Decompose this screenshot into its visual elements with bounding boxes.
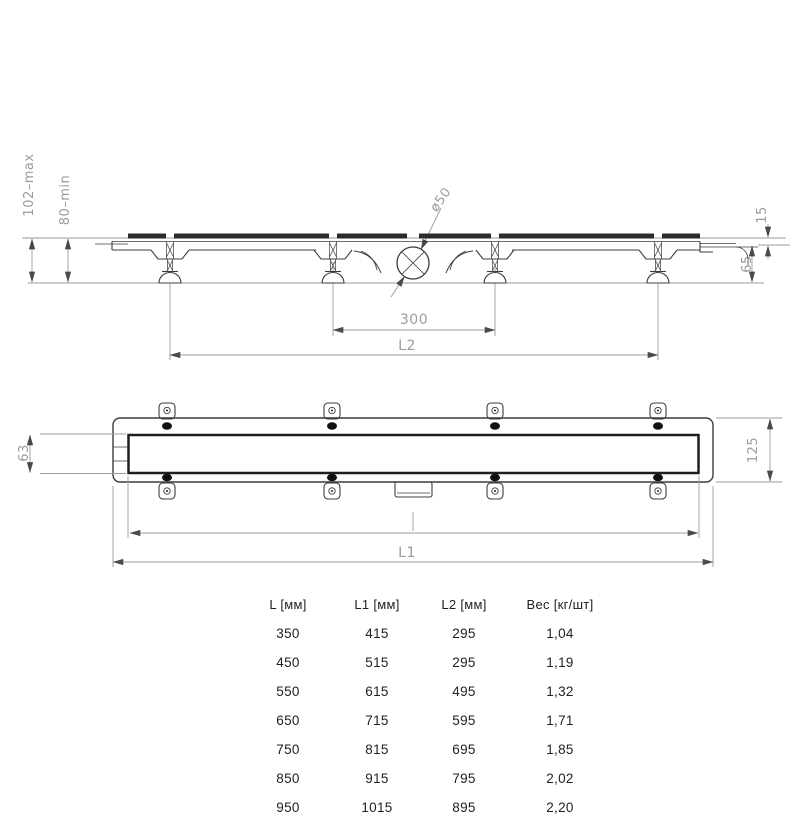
- channel-opening: [129, 435, 699, 473]
- adjustable-foot: [151, 241, 189, 283]
- adjustable-foot: [476, 241, 514, 283]
- table-cell: 295: [452, 655, 476, 670]
- table-cell: 295: [452, 626, 476, 641]
- table-cell: 715: [365, 713, 389, 728]
- table-cell: 915: [365, 771, 389, 786]
- table-cell: 1,85: [546, 742, 574, 757]
- table-cell: 1,32: [546, 684, 574, 699]
- adjustable-foot: [639, 241, 677, 283]
- table-cell: 850: [276, 771, 300, 786]
- outlet-bracket: [395, 482, 432, 497]
- drain-channel-side-profile: [95, 234, 758, 284]
- table-cell: 550: [276, 684, 300, 699]
- table-cell: 950: [276, 800, 300, 815]
- dim-label-height-max: 102–max: [22, 153, 37, 217]
- size-table: [243, 590, 613, 822]
- side-view-drawing: [22, 153, 790, 360]
- outlet-sump: [354, 247, 473, 279]
- table-cell: 415: [365, 626, 389, 641]
- table-cell: 1,19: [546, 655, 574, 670]
- table-cell: 750: [276, 742, 300, 757]
- table-cell: 595: [452, 713, 476, 728]
- table-cell: 1015: [361, 800, 393, 815]
- table-cell: 450: [276, 655, 300, 670]
- table-cell: 615: [365, 684, 389, 699]
- table-cell: 650: [276, 713, 300, 728]
- dim-label-outer-length: L1: [398, 545, 416, 561]
- table-cell: 2,20: [546, 800, 574, 815]
- dim-label-feet-spacing: 300: [399, 312, 429, 328]
- table-cell: 495: [452, 684, 476, 699]
- table-cell: 1,04: [546, 626, 574, 641]
- table-cell: 895: [452, 800, 476, 815]
- dim-label-height-min: 80–min: [58, 174, 73, 226]
- col-header-weight: Вес [кг/шт]: [526, 597, 594, 612]
- table-cell: 2,02: [546, 771, 574, 786]
- dim-label-feet-span: L2: [398, 338, 416, 354]
- col-header-L1: L1 [мм]: [354, 597, 400, 612]
- plan-view-body: [113, 403, 713, 499]
- table-cell: 695: [452, 742, 476, 757]
- table-cell: 795: [452, 771, 476, 786]
- plan-view-drawing: [17, 403, 782, 567]
- table-cell: 1,71: [546, 713, 574, 728]
- table-cell: 350: [276, 626, 300, 641]
- dim-label-outer-width: 125: [746, 436, 761, 464]
- dim-label-outlet-diameter: ø50: [427, 185, 455, 215]
- dim-label-body-height: 65: [740, 255, 755, 273]
- col-header-L: L [мм]: [269, 597, 307, 612]
- table-cell: 515: [365, 655, 389, 670]
- dim-label-grate-edge: 15: [755, 206, 770, 224]
- table-cell: 815: [365, 742, 389, 757]
- col-header-L2: L2 [мм]: [441, 597, 487, 612]
- dim-label-inner-width: 63: [17, 444, 32, 462]
